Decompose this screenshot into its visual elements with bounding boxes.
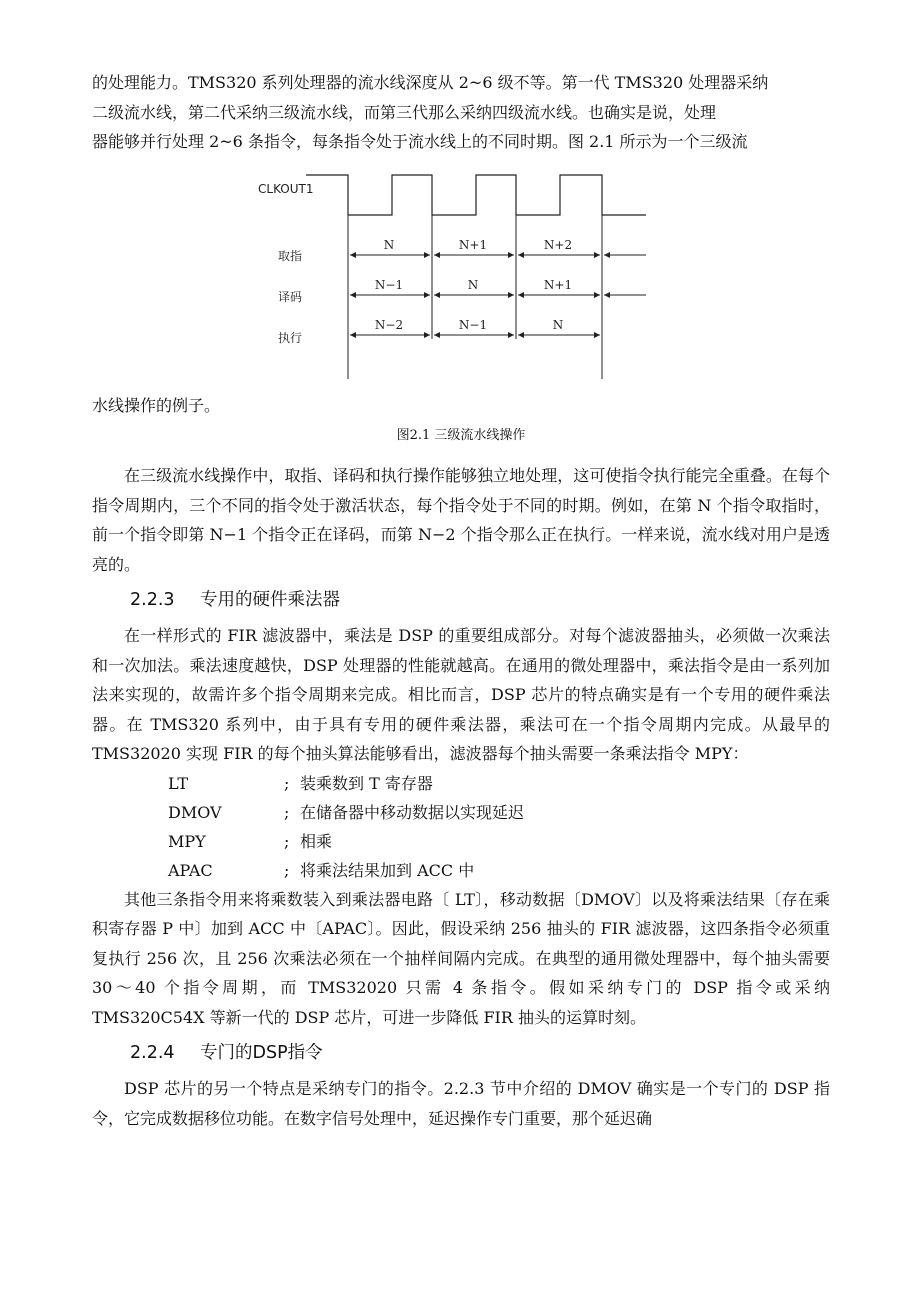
timing-cell: N	[383, 237, 395, 252]
section-heading	[130, 1038, 830, 1068]
instruction-line	[92, 856, 830, 885]
instruction-separator: ;	[284, 773, 290, 793]
instruction-comment: 装乘数到 T 寄存器	[300, 773, 433, 793]
document-page	[92, 68, 830, 1133]
instruction-comment: 相乘	[300, 831, 333, 851]
intro-line: 的处理能力。TMS320 系列处理器的流水线深度从 2~6 级不等。第一代 TMS320 处理器采纳	[92, 73, 769, 92]
pipeline-timing-figure	[92, 157, 830, 391]
instruction-separator: ;	[284, 802, 290, 822]
row-label-decode: 译码	[278, 289, 303, 304]
clock-waveform	[306, 175, 646, 215]
body-paragraph: 在三级流水线操作中，取指、译码和执行操作能够独立地处理，这可使指令执行能完全重叠。在每个指令周期内，三个不同的指令处于激活状态，每个指令处于不同的时期。例如，在第 N 个指令取指时，前一个指令即第 N−1 个指令正在译码，而第 N−2 个指令那么正在执行。一样来说，流水线对用户是透亮的。	[92, 466, 830, 574]
section-number: 2.2.4	[130, 1043, 175, 1063]
row-label-fetch: 取指	[278, 248, 303, 263]
instruction-opcode: DMOV	[168, 802, 222, 822]
timing-cell: N−1	[458, 317, 488, 332]
figure-caption: 图2.1 三级流水线操作	[396, 428, 526, 443]
instruction-list	[92, 769, 830, 885]
section-heading	[130, 585, 830, 615]
timing-cell: N−2	[374, 317, 404, 332]
body-paragraph: DSP 芯片的另一个特点是采纳专门的指令。2.2.3 节中介绍的 DMOV 确实是一个专门的 DSP 指令，它完成数据移位功能。在数字信号处理中，延迟操作专门重要，那个延迟确	[92, 1079, 830, 1128]
timing-cell: N	[552, 317, 564, 332]
intro-line: 二级流水线，第二代采纳三级流水线，而第三代那么采纳四级流水线。也确实是说，处理	[92, 102, 717, 122]
pipeline-timing-diagram	[92, 157, 830, 391]
instruction-comment: 将乘法结果加到 ACC 中	[300, 860, 475, 880]
instruction-opcode: APAC	[168, 860, 213, 880]
timing-cell: N	[467, 277, 479, 292]
instruction-line	[92, 827, 830, 856]
instruction-line	[92, 769, 830, 798]
section-title: 专门的DSP指令	[200, 1043, 323, 1063]
body-paragraph: 在一样形式的 FIR 滤波器中，乘法是 DSP 的重要组成部分。对每个滤波器抽头，必须做一次乘法和一次加法。乘法速度越快，DSP 处理器的性能就越高。在通用的微处理器中，乘法指令是由一系列加法来实现的，故需许多个指令周期来完成。相比而言，DSP 芯片的特点确实是有一个专用的硬件乘法器。在 TMS320 系列中，由于具有专用的硬件乘法器，乘法可在一个指令周期内完成。从最早的 TMS32020 实现 FIR 的每个抽头算法能够看出，滤波器每个抽头需要一条乘法指令 MPY：	[92, 626, 830, 763]
intro-continuation: 水线操作的例子。	[92, 395, 221, 415]
intro-paragraph	[92, 68, 830, 157]
body-paragraph: 其他三条指令用来将乘数装入到乘法器电路〔 LT〕，移动数据〔DMOV〕以及将乘法结果〔存在乘积寄存器 P 中〕加到 ACC 中〔APAC〕。因此，假设采纳 256 抽头的 FIR 滤波器，这四条指令必须重复执行 256 次，且 256 次乘法必须在一个抽样间隔内完成。在典型的通用微处理器中，每个抽头需要 30～40 个指令周期，而 TMS32020 只需 4 条指令。假如采纳专门的 DSP 指令或采纳 TMS320C54X 等新一代的 DSP 芯片，可进一步降低 FIR 抽头的运算时刻。	[92, 889, 830, 1027]
intro-line: 器能够并行处理 2~6 条指令，每条指令处于流水线上的不同时期。图 2.1 所示为一个三级流	[92, 132, 748, 151]
timing-cell: N−1	[374, 277, 404, 292]
section-number: 2.2.3	[130, 590, 175, 610]
instruction-separator: ;	[284, 860, 290, 880]
clock-label: CLKOUT1	[258, 181, 314, 196]
timing-row-execute	[350, 318, 600, 338]
timing-cell: N+2	[543, 237, 573, 252]
instruction-separator: ;	[284, 831, 290, 851]
instruction-line	[92, 798, 830, 827]
section-title: 专用的硬件乘法器	[200, 590, 340, 610]
instruction-opcode: MPY	[168, 831, 206, 851]
instruction-opcode: LT	[168, 773, 188, 793]
timing-cell: N+1	[458, 237, 488, 252]
timing-cell: N+1	[543, 277, 573, 292]
row-label-execute: 执行	[278, 330, 303, 345]
instruction-comment: 在储备器中移动数据以实现延迟	[300, 802, 525, 822]
